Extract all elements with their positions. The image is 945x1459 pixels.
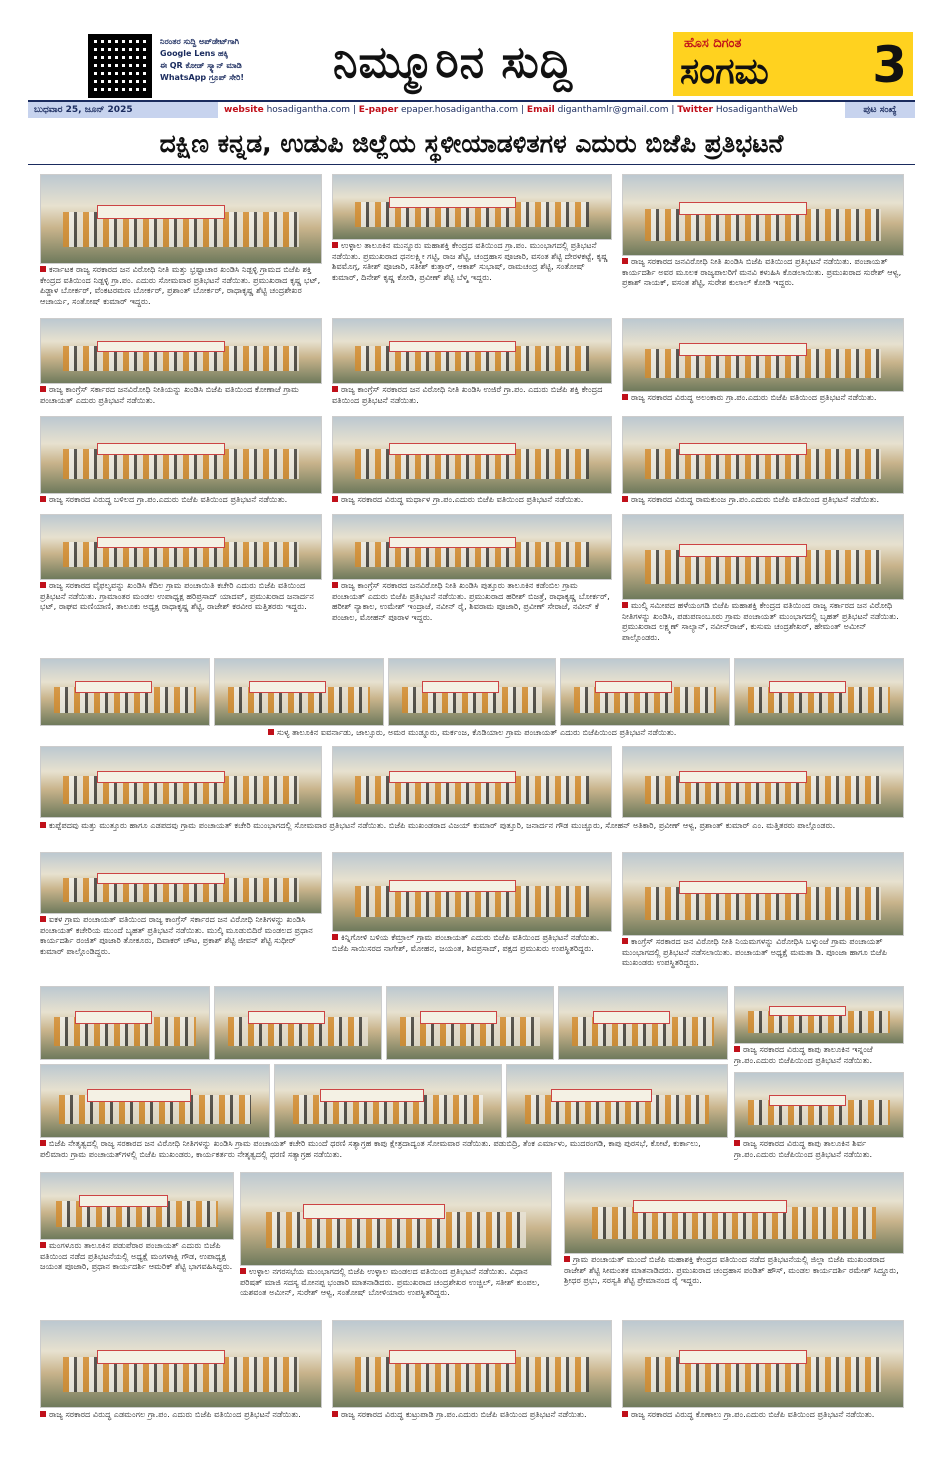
qr-line: WhatsApp ಗ್ರೂಪ್ ಸೇರಿ! [160, 73, 244, 82]
news-photo [40, 318, 322, 384]
qr-line: ಈ QR ಕೋಡ್ ಸ್ಕ್ಯಾನ್ ಮಾಡಿ [160, 61, 242, 70]
news-photo [560, 658, 730, 726]
epaper-label: E-paper [358, 105, 399, 115]
twitter-label: Twitter [677, 105, 713, 115]
news-photo [332, 416, 612, 494]
news-photo [506, 1064, 728, 1138]
news-photo [622, 174, 904, 256]
email-link[interactable]: diganthamlr@gmail.com [557, 105, 669, 115]
photo-caption: ರಾಜ್ಯ ಸರಕಾರದ ಜನವಿರೋಧಿ ನೀತಿ ಖಂಡಿಸಿ ಬಿಜೆಪಿ ವತಿಯಿಂದ ಪ್ರತಿಭಟನೆ ನಡೆಯಿತು. ಪಂಚಾಯತ್ ಕಾರ್ಯದರ್ಶಿ ಅವರ ಮೂಲಕ ರಾಜ್ಯಪಾಲರಿಗೆ ಮನವಿ ಕಳುಹಿಸಿ ಕೊಡಲಾಯಿತು. ಪ್ರಮುಖರಾದ ಸುರೇಶ್ ಆಳ್ವ, ಪ್ರಕಾಶ್ ನಾಯಕ್, ವಸಂತ ಶೆಟ್ಟಿ, ಸುರೇಶ ಕುಲಾಲ್ ಕೋಡಿ ಇದ್ದರು. [622, 256, 904, 314]
news-photo [622, 1320, 904, 1408]
qr-code-icon [88, 34, 152, 98]
photo-caption: ರಾಜ್ಯ ಸರಕಾರದ ವಿರುದ್ಧ ಕಾಪು ತಾಲೂಕಿನ ಶಿರ್ವ ಗ್ರಾ.ಪಂ.ಎದುರು ಬಿಜೆಪಿಯಿಂದ ಪ್ರತಿಭಟನೆ ನಡೆಯಿತು. [734, 1138, 904, 1162]
news-photo [388, 658, 556, 726]
photo-caption: ರಾಜ್ಯ ಸರಕಾರದ ವಿರುದ್ಧ ಅಲಂಕಾರು ಗ್ರಾ.ಪಂ.ಎದುರು ಬಿಜೆಪಿ ವತಿಯಿಂದ ಪ್ರತಿಭಟನೆ ನಡೆಯಿತು. [622, 392, 904, 406]
news-photo [332, 852, 612, 932]
news-photo [40, 514, 322, 580]
news-photo [386, 986, 554, 1060]
news-photo [274, 1064, 502, 1138]
photo-caption: ರಾಜ್ಯ ಕಾಂಗ್ರೆಸ್ ಸರ್ಕಾರದ ಜನವಿರೋಧಿ ನೀತಿಯನ್ನು ಖಂಡಿಸಿ ಬಿಜೆಪಿ ವತಿಯಿಂದ ಕೋಣಾಜೆ ಗ್ರಾಮ ಪಂಚಾಯತ್ ಎದುರು ಪ್ರತಿಭಟನೆ ನಡೆಯಿತು. [40, 384, 322, 408]
photo-caption: ರಾಜ್ಯ ಸರಕಾರದ ವಿರುದ್ಧ ಮರ್ಧಾಳ ಗ್ರಾ.ಪಂ.ಎದುರು ಬಿಜೆಪಿ ವತಿಯಿಂದ ಪ್ರತಿಭಟನೆ ನಡೆಯಿತು. [332, 494, 612, 508]
news-photo [40, 658, 210, 726]
qr-instructions [160, 36, 310, 84]
photo-caption: ರಾಜ್ಯ ಸರಕಾರದ ವಿರುದ್ಧ ಕಾಪು ತಾಲೂಕಿನ ಇನ್ನಂಜೆ ಗ್ರಾ.ಪಂ.ಎದುರು ಬಿಜೆಪಿಯಿಂದ ಪ್ರತಿಭಟನೆ ನಡೆಯಿತು. [734, 1044, 904, 1068]
email-label: Email [526, 105, 555, 115]
news-photo [40, 852, 322, 914]
news-photo [734, 658, 904, 726]
news-photo [214, 658, 384, 726]
photo-caption: ಕುಪ್ಪೆಪದವು ಮತ್ತು ಮುತ್ತೂರು ಹಾಗೂ ಎಡಪದವು ಗ್ರಾಮ ಪಂಚಾಯತ್ ಕಚೇರಿ ಮುಂಭಾಗದಲ್ಲಿ ಸೋಮವಾರ ಪ್ರತಿಭಟನೆ ನಡೆಯಿತು. ಬಿಜೆಪಿ ಮುಖಂಡರಾದ ವಿಜಯ್ ಕುಮಾರ್ ಪುತ್ತೂರಿ, ಜನಾರ್ದನ ಗೌಡ ಮುಚ್ಚೂರು, ಸೋಹನ್ ಅತಿಕಾರಿ, ಪ್ರವೀಣ್ ಆಳ್ವ, ಪ್ರಶಾಂತ್ ಕುಮಾರ್ ಎಂ. ಮತ್ತಿತರರು ಪಾಲ್ಗೊಂಡರು. [40, 820, 902, 844]
photo-caption: ಬಿಜೆಪಿ ನೇತೃತ್ವದಲ್ಲಿ ರಾಜ್ಯ ಸರಕಾರದ ಜನ ವಿರೋಧಿ ನೀತಿಗಳನ್ನು ಖಂಡಿಸಿ ಗ್ರಾಮ ಪಂಚಾಯತ್ ಕಚೇರಿ ಮುಂದೆ ಧರಣಿ ಸತ್ಯಾಗ್ರಹ ಕಾಪು ಕ್ಷೇತ್ರದಾದ್ಯಂತ ಸೋಮವಾರ ನಡೆಯಿತು. ಪಡುಬಿದ್ರಿ, ತೆಂಕ ಎರ್ಮಾಳು, ಮುದರಂಗಡಿ, ಕಾಪು ಪುರಸಭೆ, ಕೋಟೆ, ಕುರ್ಕಾಲು, ಪಲಿಮಾರು ಗ್ರಾಮ ಪಂಚಾಯತ್‌ಗಳಲ್ಲಿ ಬಿಜೆಪಿ ಮುಖಂಡರು, ಕಾರ್ಯಕರ್ತರು ನೇತೃತ್ವದಲ್ಲಿ ಧರಣಿ ಸತ್ಯಾಗ್ರಹ ನಡೆಯಿತು. [40, 1138, 728, 1162]
news-photo [332, 174, 612, 240]
masthead [28, 28, 915, 102]
newspaper-page [28, 28, 915, 1430]
website-label: website [224, 105, 264, 115]
photo-caption: ಉಳ್ಳಾಲ ತಾಲೂಕಿನ ಮುನ್ನೂರು ಮಹಾಶಕ್ತಿ ಕೇಂದ್ರದ ವತಿಯಿಂದ ಗ್ರಾ.ಪಂ. ಮುಂಭಾಗದಲ್ಲಿ ಪ್ರತಿಭಟನೆ ನಡೆಯಿತು. ಪ್ರಮುಖರಾದ ಧನಲಕ್ಷ್ಮೀ ಗಟ್ಟಿ, ರಾಜ ಶೆಟ್ಟಿ, ಚಂದ್ರಹಾಸ ಪೂಜಾರಿ, ವಸಂತ ಶೆಟ್ಟಿ ದೇರಳಕಟ್ಟೆ, ಕೃಷ್ಣ ಶಿವಮೊಗ್ಗ, ಸತೀಶ್ ಪೂಜಾರಿ, ಸತೀಶ್ ಕುತ್ತಾರ್, ಆಕಾಶ್ ಸುಭಾಷ್, ರಾಮಚಂದ್ರ ಶೆಟ್ಟಿ, ಸಂತೋಷ್ ಕುಮಾರ್, ದಿನೇಶ್ ಕೃಷ್ಣ ಕೋಡಿ, ಪ್ರವೀಣ್ ಶೆಟ್ಟಿ ಬೆಳ್ಮ ಇದ್ದರು. [332, 240, 612, 316]
photo-caption: ರಾಜ್ಯ ಸರಕಾರದ ವಿರುದ್ಧ ಕುಟ್ರುಪಾಡಿ ಗ್ರಾ.ಪಂ.ಎದುರು ಬಿಜೆಪಿ ವತಿಯಿಂದ ಪ್ರತಿಭಟನೆ ನಡೆಯಿತು. [332, 1409, 612, 1423]
twitter-link[interactable]: HosadiganthaWeb [715, 105, 798, 115]
photo-caption: ಉಳ್ಳಾಲ ನಗರಸಭೆಯ ಮುಂಭಾಗದಲ್ಲಿ ಬಿಜೆಪಿ ಉಳ್ಳಾಲ ಮಂಡಲದ ವತಿಯಿಂದ ಪ್ರತಿಭಟನೆ ನಡೆಯಿತು. ವಿಧಾನ ಪರಿಷತ್ ಮಾಜಿ ಸದಸ್ಯ ಮೋನಪ್ಪ ಭಂಡಾರಿ ಮಾತನಾಡಿದರು. ಪ್ರಮುಖರಾದ ಚಂದ್ರಶೇಖರ ಉಚ್ಚಿಲ್, ಸತೀಶ್ ಕುಂಪಲ, ಯಶವಂತ ಅಮೀನ್, ಸುರೇಶ್ ಆಳ್ವ, ಸಂತೋಷ್ ಬೋಳಿಯಾರು ಉಪಸ್ಥಿತರಿದ್ದರು. [240, 1266, 552, 1314]
photo-caption: ರಾಜ್ಯ ಸರಕಾರದ ವಿರುದ್ಧ ಎಡಮಂಗಲ ಗ್ರಾ.ಪಂ. ಎದುರು ಬಿಜೆಪಿ ವತಿಯಿಂದ ಪ್ರತಿಭಟನೆ ನಡೆಯಿತು. [40, 1409, 322, 1423]
news-photo [734, 1072, 904, 1138]
news-photo [332, 514, 612, 580]
news-photo [240, 1172, 552, 1266]
brand-logo-text: ಹೊಸ ದಿಗಂತ [684, 36, 742, 51]
news-photo [622, 746, 904, 818]
news-photo [332, 1320, 612, 1408]
photo-caption: ರಾಜ್ಯ ಸರಕಾರದ ವಿರುದ್ಧ ರಾಮಕುಂಜ ಗ್ರಾ.ಪಂ.ಎದುರು ಬಿಜೆಪಿ ವತಿಯಿಂದ ಪ್ರತಿಭಟನೆ ನಡೆಯಿತು. [622, 494, 904, 508]
photo-caption: ಕರ್ನಾಟಕ ರಾಜ್ಯ ಸರಕಾರದ ಜನ ವಿರೋಧಿ ನೀತಿ ಮತ್ತು ಭ್ರಷ್ಟಾಚಾರ ಖಂಡಿಸಿ ನಿಡ್ಪಳ್ಳಿ ಗ್ರಾಮದ ಬಿಜೆಪಿ ಶಕ್ತಿ ಕೇಂದ್ರದ ವತಿಯಿಂದ ನಿಡ್ಪಳ್ಳಿ ಗ್ರಾ.ಪಂ. ಎದುರು ಸೋಮವಾರ ಪ್ರತಿಭಟನೆ ನಡೆಯಿತು. ಪ್ರಮುಖರಾದ ಕೃಷ್ಣ ಭಟ್, ಪಿಡ್ಜಾಳ ಬೋರ್ಕರ್, ವೆಂಕಟರಮಣ ಬೋರ್ಕರ್, ಪ್ರಶಾಂತ್ ಬೋರ್ಕರ್, ರಾಧಾಕೃಷ್ಣ ಶೆಟ್ಟಿ ಚಂದ್ರಶೇಖರ ಆಚಾರ್ಯ, ಸಂತೋಷ್ ಕುಮಾರ್ ಇದ್ದರು. [40, 264, 322, 318]
news-photo [622, 318, 904, 392]
news-photo [40, 1064, 270, 1138]
news-photo [40, 174, 322, 264]
news-photo [734, 986, 904, 1044]
photo-caption: ಕಾಂಗ್ರೆಸ್ ಸರಕಾರದ ಜನ ವಿರೋಧಿ ನೀತಿ ನಿಯಮಗಳನ್ನು ವಿರೋಧಿಸಿ ಬಳ್ಕುಂಜೆ ಗ್ರಾಮ ಪಂಚಾಯತ್ ಮುಂಭಾಗದಲ್ಲಿ ಪ್ರತಿಭಟನೆ ನಡೆಸಲಾಯಿತು. ಪಂಚಾಯತ್ ಅಧ್ಯಕ್ಷೆ ಮಮತಾ ಡಿ. ಪೂಂಜಾ ಹಾಗೂ ಬಿಜೆಪಿ ಮುಖಂಡರು ಉಪಸ್ಥಿತರಿದ್ದರು. [622, 936, 904, 976]
page-number: 3 [872, 36, 907, 94]
issue-date: ಬುಧವಾರ 25, ಜೂನ್ 2025 [28, 102, 218, 118]
section-name: ಸಂಗಮ [680, 51, 769, 92]
photo-caption: ಮಂಗಳೂರು ತಾಲೂಕಿನ ಪಡುಪೆರಾರ ಪಂಚಾಯತ್ ಎದುರು ಬಿಜೆಪಿ ವತಿಯಿಂದ ನಡೆದ ಪ್ರತಿಭಟನೆಯಲ್ಲಿ ಅಧ್ಯಕ್ಷೆ ಮಂಗಳಾಕ್ಷಿ ಗೌಡ, ಉಪಾಧ್ಯಕ್ಷ ಜಯಂತ ಪೂಜಾರಿ, ಪ್ರಧಾನ ಕಾರ್ಯದರ್ಶಿ ಆಮರಿಕ್ ಶೆಟ್ಟಿ ಭಾಗವಹಿಸಿದ್ದರು. [40, 1240, 234, 1306]
qr-line: ನಿರಂತರ ಸುದ್ದಿ ಅಪ್‌ಡೇಟ್‌ಗಾಗಿ [160, 37, 240, 46]
main-headline: ದಕ್ಷಿಣ ಕನ್ನಡ, ಉಡುಪಿ ಜಿಲ್ಲೆಯ ಸ್ಥಳೀಯಾಡಳಿತಗಳ ಎದುರು ಬಿಜೆಪಿ ಪ್ರತಿಭಟನೆ [28, 124, 915, 165]
epaper-link[interactable]: epaper.hosadigantha.com [401, 105, 519, 115]
news-photo [332, 746, 612, 818]
qr-line: Google Lens ಹಕ್ಕಿ [160, 49, 229, 58]
photo-caption: ರಾಜ್ಯ ಸರಕಾರದ ವಿರುದ್ಧ ಬಳಿಲದ ಗ್ರಾ.ಪಂ.ಎದುರು ಬಿಜೆಪಿ ವತಿಯಿಂದ ಪ್ರತಿಭಟನೆ ನಡೆಯಿತು. [40, 494, 322, 508]
photo-caption: ರಾಜ್ಯ ಕಾಂಗ್ರೆಸ್ ಸರಕಾರದ ಜನವಿರೋಧಿ ನೀತಿ ಖಂಡಿಸಿ ಪುತ್ತೂರು ತಾಲೂಕಿನ ಕಡೆಂಬಿಲ ಗ್ರಾಮ ಪಂಚಾಯತ್ ಎದುರು ಬಿಜೆಪಿ ಪ್ರತಿಭಟನೆ ನಡೆಯಿತು. ಪ್ರಮುಖರಾದ ಹರೀಶ್ ಬಿಜತ್ರೆ, ರಾಧಾಕೃಷ್ಣ ಬೋರ್ಕರ್, ಹರೀಶ್ ನ್ಯಾಕಾಲ, ಉಮೇಶ್ ಇಂದ್ರಾಜೆ, ನವೀನ್ ರೈ, ಶಿವರಾಮ ಪೂಜಾರಿ, ಪ್ರವೀಣ್ ಸೇರಾಜೆ, ನವೀನ್ ಕೆ ಪಂಜಾಲ, ಮೋಹನ್ ಪೂರಾಳ ಇದ್ದರು. [332, 580, 612, 656]
photo-caption: ಕಿನ್ನಿಗೋಳಿ ಬಳಿಯ ಕೆಮ್ರಾಲ್ ಗ್ರಾಮ ಪಂಚಾಯತ್ ಎದುರು ಬಿಜೆಪಿ ವತಿಯಿಂದ ಪ್ರತಿಭಟನೆ ನಡೆಯಿತು. ಬಿಜೆಪಿ ಸಾಯಿಸರದ ನಾಗೇಶ್, ಮೋಹನ, ಜಯಂತ, ಶಿವಪ್ರಸಾದ್, ಪಕ್ಷದ ಪ್ರಮುಖರು ಉಪಸ್ಥಿತರಿದ್ದರು. [332, 932, 612, 978]
info-bar [28, 102, 915, 118]
photo-caption: ರಾಜ್ಯ ಕಾಂಗ್ರೆಸ್ ಸರಕಾರದ ಜನ ವಿರೋಧಿ ನೀತಿ ಖಂಡಿಸಿ ಉಜಿರೆ ಗ್ರಾ.ಪಂ. ಎದುರು ಬಿಜೆಪಿ ಶಕ್ತಿ ಕೇಂದ್ರದ ವತಿಯಿಂದ ಪ್ರತಿಭಟನೆ ನಡೆಯಿತು. [332, 384, 612, 408]
news-photo [622, 852, 904, 936]
news-photo [40, 1320, 322, 1408]
photo-caption: ರಾಜ್ಯ ಸರಕಾರದ ವೈಫಲ್ಯವನ್ನು ಖಂಡಿಸಿ ಕೆದಿಲ ಗ್ರಾಮ ಪಂಚಾಯಿತಿ ಕಚೇರಿ ಎದುರು ಬಿಜೆಪಿ ವತಿಯಿಂದ ಪ್ರತಿಭಟನೆ ನಡೆಯಿತು. ಗ್ರಾಮಾಂತರ ಮಂಡಲ ಉಪಾಧ್ಯಕ್ಷ ಹರಿಪ್ರಸಾದ್ ಯಾದವ್, ಪ್ರಮುಖರಾದ ಜನಾರ್ದನ ಭಟ್, ರಾಘವ ಮಣಿಯಾಣಿ, ತಾಲೂಕು ಅಧ್ಯಕ್ಷ ರಾಧಾಕೃಷ್ಣ ಶೆಟ್ಟಿ, ರಾಜೇಶ್ ಕರವೀರ ಮತ್ತಿತರರು ಇದ್ದರು. [40, 580, 322, 656]
news-photo [564, 1172, 904, 1254]
news-photo [558, 986, 728, 1060]
news-photo [214, 986, 382, 1060]
news-photo [622, 416, 904, 494]
photo-caption: ಸುಳ್ಯ ತಾಲೂಕಿನ ಐವರ್ನಾಡು, ಜಾಲ್ಸೂರು, ಅಮರ ಮುಡ್ನೂರು, ಮರ್ಕಂಜ, ಕೊಡಿಯಾಲ ಗ್ರಾಮ ಪಂಚಾಯತ್ ಎದುರು ಬಿಜೆಪಿಯಿಂದ ಪ್ರತಿಭಟನೆ ನಡೆಯಿತು. [268, 727, 888, 740]
page-label: ಪುಟ ಸಂಖ್ಯೆ [845, 102, 915, 118]
news-photo [622, 514, 904, 600]
contact-links: website hosadigantha.com | E-paper epaper.hosadigantha.com | Email diganthamlr@gmail.com | Twitter HosadiganthaWeb [224, 105, 798, 115]
photo-caption: ಮುಲ್ಕಿ ಸಮೀಪದ ಹಳೆಯಂಗಡಿ ಬಿಜೆಪಿ ಮಹಾಶಕ್ತಿ ಕೇಂದ್ರದ ವತಿಯಿಂದ ರಾಜ್ಯ ಸರ್ಕಾರದ ಜನ ವಿರೋಧಿ ನೀತಿಗಳನ್ನು ಖಂಡಿಸಿ, ಪಡುಪಣಂಬೂರು ಗ್ರಾಮ ಪಂಚಾಯತ್ ಮುಂಭಾಗದಲ್ಲಿ ಬೃಹತ್ ಪ್ರತಿಭಟನೆ ನಡೆಯಿತು. ಪ್ರಮುಖರಾದ ಲಕ್ಷ್ಮಣ್ ಸಾಲ್ಯಾನ್, ನವೀನ್‌ರಾಜ್, ಕುಸುಮ ಚಂದ್ರಶೇಖರ್, ಹೇಮಂತ್ ಅಮೀನ್ ಪಾಲ್ಗೊಂಡರು. [622, 600, 904, 654]
news-photo [40, 416, 322, 494]
page-title: ನಿಮ್ಮೂರಿನ ಸುದ್ದಿ [333, 37, 574, 88]
website-link[interactable]: hosadigantha.com [266, 105, 350, 115]
photo-caption: ಗ್ರಾಮ ಪಂಚಾಯತ್ ಮುಂದೆ ಬಿಜೆಪಿ ಮಹಾಶಕ್ತಿ ಕೇಂದ್ರದ ವತಿಯಿಂದ ನಡೆದ ಪ್ರತಿಭಟನೆಯಲ್ಲಿ ಜಿಲ್ಲಾ ಬಿಜೆಪಿ ಮುಖಂಡರಾದ ರಾಜೇಶ್ ಶೆಟ್ಟಿ ಸೀಮಂತಕ ಮಾತನಾಡಿದರು. ಪ್ರಮುಖರಾದ ಚಂದ್ರಹಾಸ ಪಂಡಿತ್ ಹೌಸ್, ಮಂಡಲ ಕಾರ್ಯದರ್ಶಿ ರಮೇಶ್ ಸಿದ್ದೂರು, ಶ್ರೀಧರ ಪ್ರಭು, ಸರಸ್ವತಿ ಶೆಟ್ಟಿ ಪ್ರೇಮಾನಂದ ರೈ ಇದ್ದರು. [564, 1254, 904, 1312]
photo-caption: ಐಕಳ ಗ್ರಾಮ ಪಂಚಾಯತ್ ವತಿಯಿಂದ ರಾಜ್ಯ ಕಾಂಗ್ರೆಸ್ ಸರ್ಕಾರದ ಜನ ವಿರೋಧಿ ನೀತಿಗಳನ್ನು ಖಂಡಿಸಿ ಪಂಚಾಯತ್ ಕಚೇರಿಯ ಮುಂದೆ ಬೃಹತ್ ಪ್ರತಿಭಟನೆ ನಡೆಯಿತು. ಮುಲ್ಕಿ ಮೂಡುಬಿದಿರೆ ಮಂಡಲದ ಪ್ರಧಾನ ಕಾರ್ಯದರ್ಶಿ ರಂಜಿತ್ ಪೂಜಾರಿ ತೋಕೂರು, ದಿವಾಕರ್ ಚೌಟ, ಪ್ರಕಾಶ್ ಶೆಟ್ಟಿ ಜೀವನ್ ಶೆಟ್ಟಿ ಸುಧೀರ್ ಕುಮಾರ್ ಪಾಲ್ಗೊಂಡಿದ್ದರು. [40, 914, 322, 980]
news-photo [40, 1172, 234, 1240]
photo-caption: ರಾಜ್ಯ ಸರಕಾರದ ವಿರುದ್ಧ ಕೊಣಾಲು ಗ್ರಾ.ಪಂ.ಎದುರು ಬಿಜೆಪಿ ವತಿಯಿಂದ ಪ್ರತಿಭಟನೆ ನಡೆಯಿತು. [622, 1409, 904, 1423]
news-photo [40, 986, 210, 1060]
news-photo [332, 318, 612, 384]
news-photo [40, 746, 322, 818]
